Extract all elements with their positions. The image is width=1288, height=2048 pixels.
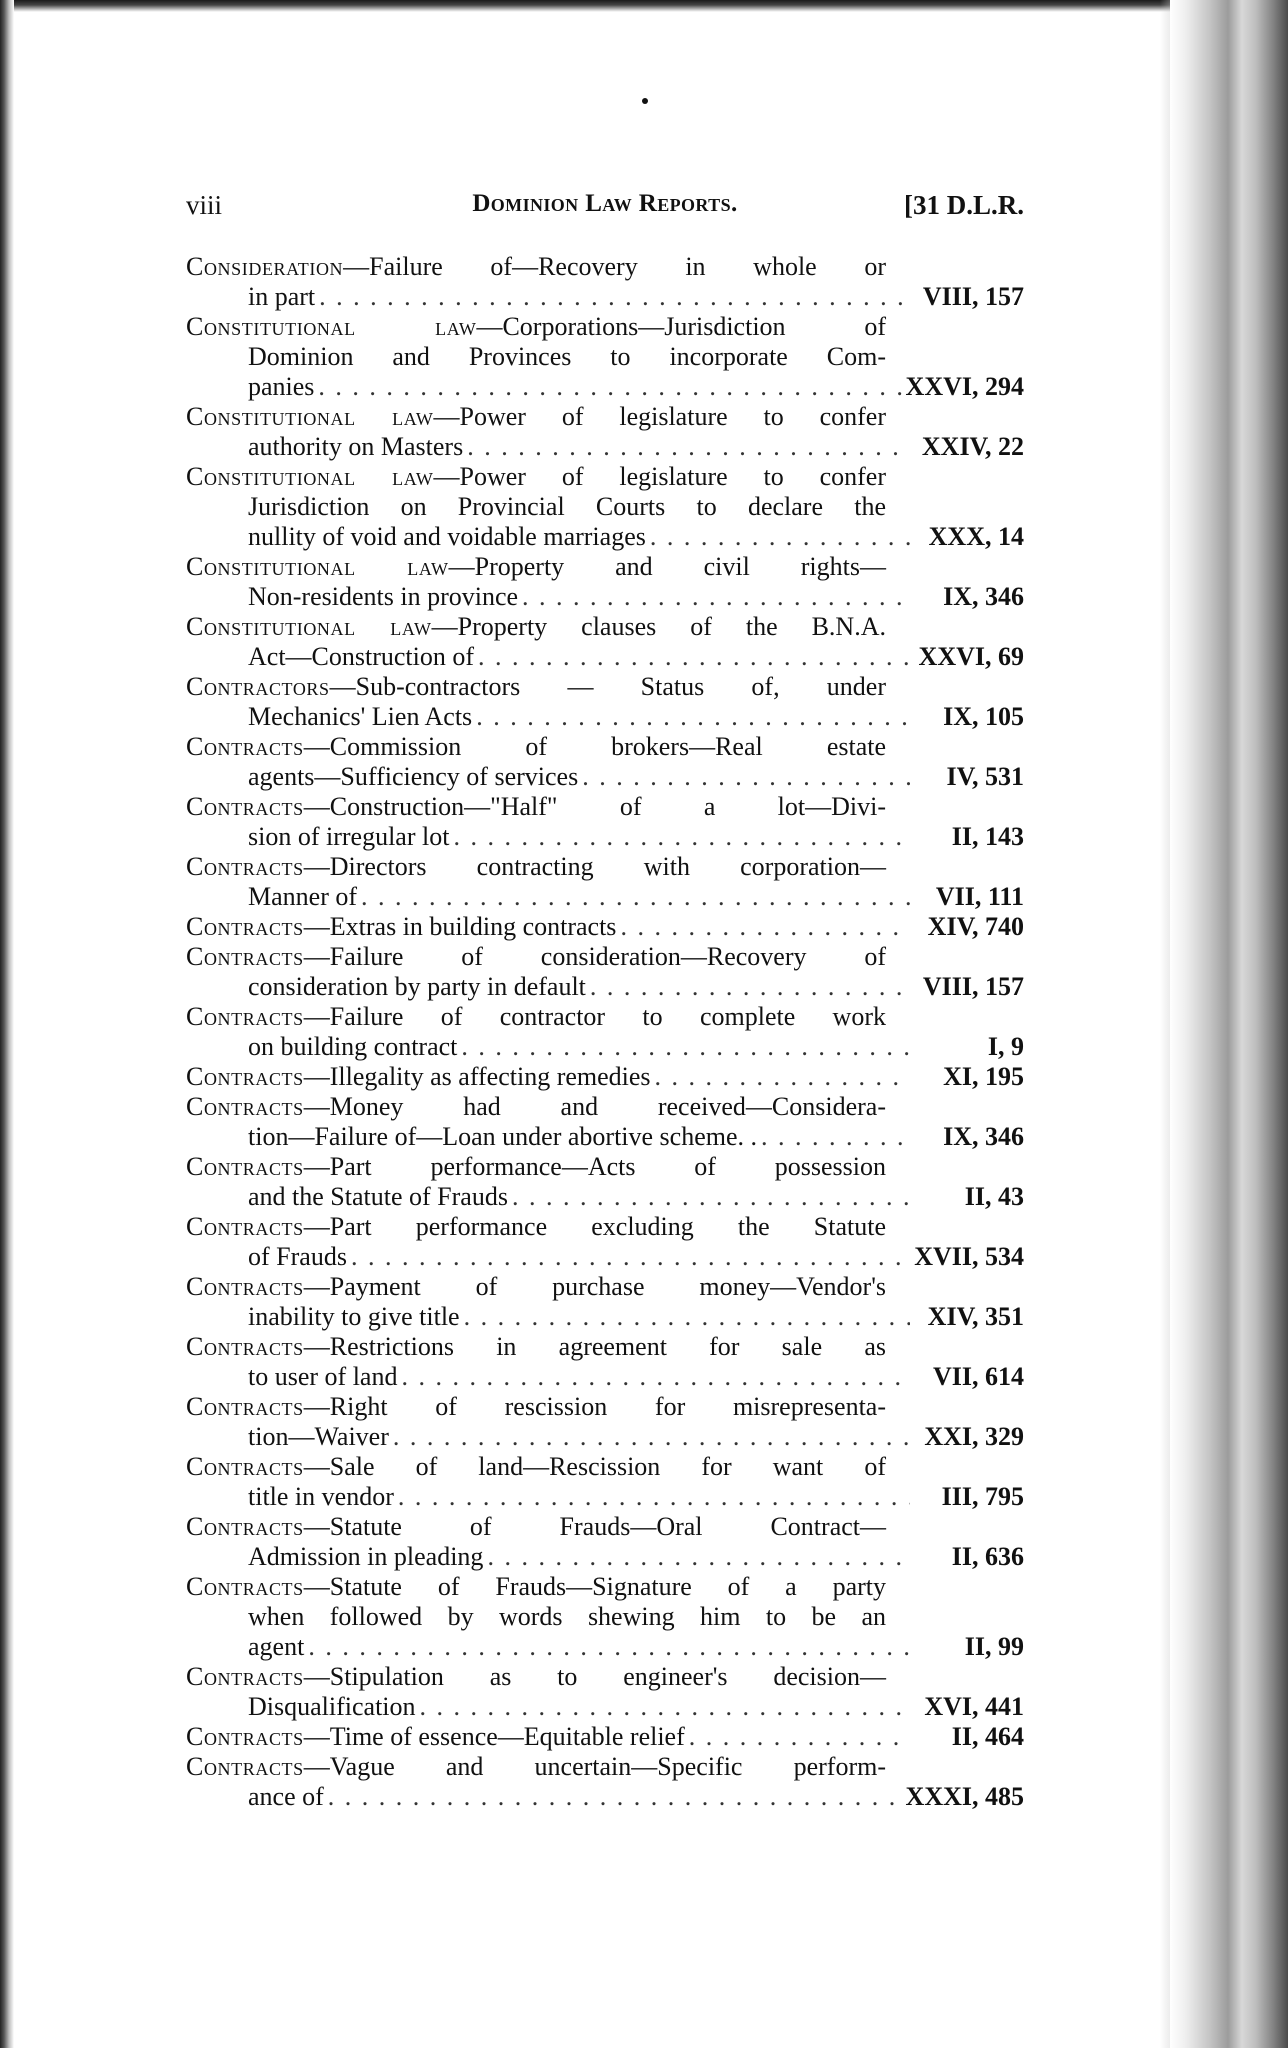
volume-page-reference: XXI, 329 — [924, 1422, 1024, 1451]
entry-line — [186, 492, 1024, 522]
index-entry — [186, 1062, 1024, 1092]
index-entry — [186, 1272, 1024, 1332]
index-entry — [186, 1212, 1024, 1272]
entry-heading-text: Contracts—Stipulation as to engineer's decision— — [186, 1662, 886, 1691]
scan-left-edge — [0, 0, 14, 2048]
entry-line — [186, 1092, 1024, 1122]
volume-page-reference: VIII, 157 — [922, 282, 1024, 311]
entry-line — [186, 612, 1024, 642]
entry-line — [186, 1752, 1024, 1782]
entry-line — [186, 372, 1024, 402]
dot-leader — [398, 1482, 910, 1512]
entry-continuation-text: ance of — [248, 1782, 324, 1811]
volume-page-reference: VIII, 157 — [922, 972, 1024, 1001]
entry-line — [186, 882, 1024, 912]
volume-page-reference: XXXI, 485 — [905, 1782, 1024, 1811]
dot-leader — [476, 702, 910, 732]
entry-line — [186, 1152, 1024, 1182]
dot-leader — [393, 1422, 910, 1452]
entry-line — [186, 732, 1024, 762]
entry-line — [186, 762, 1024, 792]
volume-page-reference: XXVI, 294 — [905, 372, 1024, 401]
dot-leader — [590, 972, 910, 1002]
entry-continuation-text: of Frauds — [248, 1242, 347, 1271]
entry-heading-text: Contracts—Money had and received—Considera- — [186, 1092, 886, 1121]
entry-line — [186, 252, 1024, 282]
volume-page-reference: XI, 195 — [943, 1062, 1024, 1091]
entry-continuation-text: Mechanics' Lien Acts — [248, 702, 473, 731]
dot-leader — [361, 882, 910, 912]
index-entry — [186, 732, 1024, 792]
entry-continuation-text: nullity of void and voidable marriages — [248, 522, 646, 551]
index-entry — [186, 402, 1024, 462]
entry-heading-text: Constitutional law—Power of legislature to confer — [186, 462, 886, 491]
dot-leader — [318, 372, 901, 402]
index-entry — [186, 792, 1024, 852]
entry-line — [186, 1482, 1024, 1512]
entry-line — [186, 702, 1024, 732]
entry-line — [186, 672, 1024, 702]
dot-leader — [512, 1182, 910, 1212]
volume-page-reference: XIV, 740 — [927, 912, 1024, 941]
entry-line — [186, 1602, 1024, 1632]
entry-continuation-text: Admission in pleading — [248, 1542, 484, 1571]
index-entry — [186, 942, 1024, 1002]
entry-line — [186, 1272, 1024, 1302]
index-entry — [186, 912, 1024, 942]
entry-continuation-text: Non-residents in province — [248, 582, 519, 611]
index-entry — [186, 312, 1024, 402]
entry-line — [186, 642, 1024, 672]
entry-line — [186, 1392, 1024, 1422]
entry-continuation-text: Act—Construction of — [248, 642, 475, 671]
volume-page-reference: II, 464 — [951, 1722, 1024, 1751]
index-entry — [186, 1092, 1024, 1152]
dot-leader — [655, 1062, 910, 1092]
volume-page-reference: XVII, 534 — [914, 1242, 1024, 1271]
entry-line — [186, 1002, 1024, 1032]
dot-leader — [689, 1722, 910, 1752]
entry-heading-text: Contracts—Vague and uncertain—Specific perform- — [186, 1752, 886, 1781]
entry-line — [186, 1782, 1024, 1812]
entry-line — [186, 1722, 1024, 1752]
entry-line — [186, 1632, 1024, 1662]
entry-continuation-text: in part — [248, 282, 316, 311]
entry-heading-text: Contracts—Commission of brokers—Real estate — [186, 732, 886, 761]
page-gutter-shade — [1160, 0, 1170, 2048]
volume-page-reference: IV, 531 — [946, 762, 1024, 791]
index-entry — [186, 252, 1024, 312]
entry-line — [186, 312, 1024, 342]
entry-continuation-text: inability to give title — [248, 1302, 460, 1331]
dot-leader — [351, 1242, 910, 1272]
entry-line — [186, 822, 1024, 852]
index-entry — [186, 1752, 1024, 1812]
entry-heading-text: Contracts—Failure of contractor to complete work — [186, 1002, 886, 1031]
index-entry — [186, 612, 1024, 672]
entry-heading-text: Constitutional law—Property and civil rights— — [186, 552, 886, 581]
page-folio: viii — [186, 190, 223, 220]
index-entry — [186, 552, 1024, 612]
index-entry — [186, 1152, 1024, 1212]
entry-continuation-text: Dominion and Provinces to incorporate Com- — [248, 342, 886, 371]
entry-line — [186, 1422, 1024, 1452]
index-entry — [186, 672, 1024, 732]
entry-continuation-text: agents—Sufficiency of services — [248, 762, 579, 791]
entry-line — [186, 582, 1024, 612]
index-entry — [186, 1662, 1024, 1722]
entry-line — [186, 522, 1024, 552]
entry-line — [186, 1242, 1024, 1272]
volume-page-reference: IX, 346 — [943, 1122, 1024, 1151]
volume-page-reference: IX, 346 — [943, 582, 1024, 611]
running-head — [186, 190, 1024, 230]
index-entry — [186, 852, 1024, 912]
entry-heading-text: Contracts—Restrictions in agreement for sale as — [186, 1332, 886, 1361]
entry-heading-text: Contracts—Construction—"Half" of a lot—Divi- — [186, 792, 886, 821]
index-entry — [186, 1452, 1024, 1512]
dot-leader — [453, 822, 910, 852]
entry-line — [186, 1572, 1024, 1602]
index-entry — [186, 1512, 1024, 1572]
entry-line — [186, 462, 1024, 492]
volume-page-reference: XIV, 351 — [927, 1302, 1024, 1331]
dot-leader — [761, 1122, 910, 1152]
volume-page-reference: I, 9 — [987, 1032, 1024, 1061]
index-entry — [186, 1572, 1024, 1662]
dot-leader — [582, 762, 910, 792]
entry-continuation-text: when followed by words shewing him to be an — [248, 1602, 886, 1631]
entry-line — [186, 1182, 1024, 1212]
entry-continuation-text: consideration by party in default — [248, 972, 586, 1001]
entry-continuation-text: to user of land — [248, 1362, 398, 1391]
entry-continuation-text: authority on Masters — [248, 432, 464, 461]
entry-continuation-text: on building contract — [248, 1032, 458, 1061]
entry-line — [186, 1302, 1024, 1332]
volume-page-reference: II, 636 — [951, 1542, 1024, 1571]
entry-line — [186, 1662, 1024, 1692]
entry-continuation-text: tion—Failure of—Loan under abortive scheme. . — [248, 1122, 758, 1151]
entry-continuation-text: Disqualification — [248, 1692, 416, 1721]
entry-continuation-text: agent — [248, 1632, 305, 1661]
index-entries — [186, 252, 1024, 1812]
dot-leader — [464, 1302, 910, 1332]
entry-line — [186, 1512, 1024, 1542]
dot-leader — [308, 1632, 910, 1662]
entry-heading-text: Contracts—Part performance—Acts of possession — [186, 1152, 886, 1181]
entry-line — [186, 1452, 1024, 1482]
journal-title: Dominion Law Reports. — [472, 190, 738, 217]
index-page — [186, 190, 1024, 1812]
entry-line — [186, 1542, 1024, 1572]
dot-leader — [467, 432, 910, 462]
index-entry — [186, 1002, 1024, 1062]
entry-line — [186, 432, 1024, 462]
entry-continuation-text: title in vendor — [248, 1482, 394, 1511]
dot-leader — [420, 1692, 910, 1722]
scan-top-edge — [0, 0, 1288, 12]
entry-line — [186, 552, 1024, 582]
entry-line — [186, 1692, 1024, 1722]
dot-leader — [487, 1542, 910, 1572]
entry-continuation-text: tion—Waiver — [248, 1422, 389, 1451]
volume-page-reference: VII, 111 — [935, 882, 1024, 911]
entry-heading-text: Contracts—Statute of Frauds—Oral Contract— — [186, 1512, 886, 1541]
entry-line — [186, 1332, 1024, 1362]
dot-leader — [478, 642, 910, 672]
entry-heading-text: Contracts—Part performance excluding the Statute — [186, 1212, 886, 1241]
entry-heading-text: Constitutional law—Corporations—Jurisdiction of — [186, 312, 886, 341]
volume-reference: [31 D.L.R. — [904, 190, 1024, 220]
entry-heading-text: Contracts—Time of essence—Equitable relief — [186, 1722, 685, 1751]
entry-continuation-text: sion of irregular lot — [248, 822, 450, 851]
volume-page-reference: II, 99 — [964, 1632, 1024, 1661]
entry-heading-text: Contracts—Directors contracting with corporation— — [186, 852, 886, 881]
volume-page-reference: II, 43 — [964, 1182, 1024, 1211]
entry-line — [186, 1122, 1024, 1152]
entry-line — [186, 972, 1024, 1002]
entry-line — [186, 282, 1024, 312]
entry-continuation-text: Jurisdiction on Provincial Courts to declare the — [248, 492, 886, 521]
entry-heading-text: Contracts—Payment of purchase money—Vendor's — [186, 1272, 886, 1301]
entry-heading-text: Contracts—Failure of consideration—Recovery of — [186, 942, 886, 971]
volume-page-reference: XXX, 14 — [928, 522, 1024, 551]
dot-leader — [461, 1032, 910, 1062]
volume-page-reference: VII, 614 — [932, 1362, 1024, 1391]
volume-page-reference: III, 795 — [941, 1482, 1024, 1511]
dot-leader — [328, 1782, 902, 1812]
entry-line — [186, 342, 1024, 372]
entry-heading-text: Consideration—Failure of—Recovery in whole or — [186, 252, 886, 281]
entry-line — [186, 1062, 1024, 1092]
dot-leader — [401, 1362, 910, 1392]
volume-page-reference: XXIV, 22 — [921, 432, 1024, 461]
entry-heading-text: Contracts—Right of rescission for misrepresenta- — [186, 1392, 886, 1421]
entry-continuation-text: and the Statute of Frauds — [248, 1182, 508, 1211]
entry-line — [186, 942, 1024, 972]
volume-page-reference: XXVI, 69 — [918, 642, 1024, 671]
index-entry — [186, 1332, 1024, 1392]
dot-leader — [522, 582, 910, 612]
entry-heading-text: Contracts—Extras in building contracts — [186, 912, 617, 941]
entry-heading-text: Contracts—Illegality as affecting remedies — [186, 1062, 651, 1091]
entry-line — [186, 1032, 1024, 1062]
volume-page-reference: II, 143 — [951, 822, 1024, 851]
index-entry — [186, 1722, 1024, 1752]
entry-line — [186, 1212, 1024, 1242]
entry-continuation-text: Manner of — [248, 882, 358, 911]
entry-line — [186, 1362, 1024, 1392]
entry-heading-text: Constitutional law—Power of legislature to confer — [186, 402, 886, 431]
entry-heading-text: Constitutional law—Property clauses of the B.N.A. — [186, 612, 886, 641]
index-entry — [186, 462, 1024, 552]
entry-continuation-text: panies — [248, 372, 315, 401]
entry-line — [186, 912, 1024, 942]
volume-page-reference: IX, 105 — [943, 702, 1024, 731]
index-entry — [186, 1392, 1024, 1452]
dot-leader — [319, 282, 910, 312]
scan-right-edge — [1170, 0, 1288, 2048]
entry-line — [186, 402, 1024, 432]
volume-page-reference: XVI, 441 — [924, 1692, 1024, 1721]
entry-heading-text: Contracts—Sale of land—Rescission for want of — [186, 1452, 886, 1481]
ink-speck — [642, 98, 648, 104]
dot-leader — [620, 912, 910, 942]
entry-heading-text: Contracts—Statute of Frauds—Signature of a party — [186, 1572, 886, 1601]
entry-line — [186, 852, 1024, 882]
dot-leader — [650, 522, 910, 552]
entry-line — [186, 792, 1024, 822]
entry-heading-text: Contractors—Sub-contractors — Status of, under — [186, 672, 886, 701]
